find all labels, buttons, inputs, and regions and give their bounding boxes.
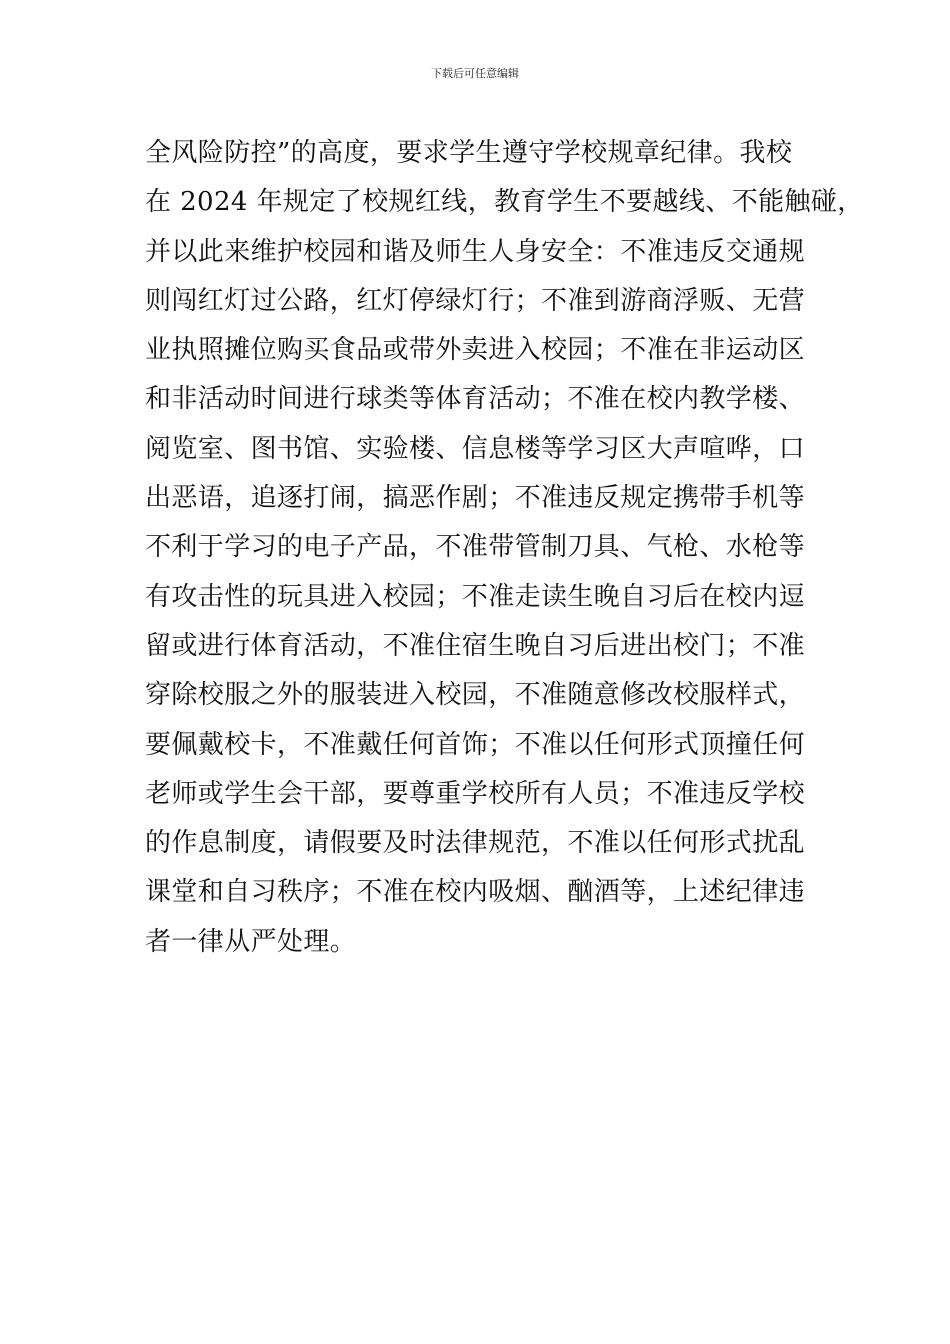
text-line: 老师或学生会干部，要尊重学校所有人员；不准违反学校 [145,778,806,809]
text-line: 阅览室、图书馆、实验楼、信息楼等学习区大声喧哗，口 [145,433,806,464]
text-line: 业执照摊位购买食品或带外卖进入校园；不准在非运动区 [145,335,806,366]
text-line: 出恶语，追逐打闹，搞恶作剧；不准违反规定携带手机等 [145,483,806,514]
page-header: 下载后可任意编辑 [431,67,519,80]
text-line: 有攻击性的玩具进入校园；不准走读生晚自习后在校内逗 [145,581,806,612]
text-line: 留或进行体育活动，不准住宿生晚自习后进出校门；不准 [145,630,806,661]
text-line: 的作息制度，请假要及时法律规范，不准以任何形式扰乱 [145,828,806,859]
text-line: 者一律从严处理。 [145,926,357,957]
text-line: 并以此来维护校园和谐及师生人身安全：不准违反交通规 [145,236,806,267]
text-line: 在 2024 年规定了校规红线，教育学生不要越线、不能触碰， [145,187,864,218]
text-line: 要佩戴校卡，不准戴任何首饰；不准以任何形式顶撞任何 [145,729,806,760]
text-line: 全风险防控”的高度，要求学生遵守学校规章纪律。我校 [145,138,793,168]
text-line: 则闯红灯过公路，红灯停绿灯行；不准到游商浮贩、无营 [145,285,806,316]
body-paragraph [145,129,864,967]
text-line: 穿除校服之外的服装进入校园，不准随意修改校服样式， [145,680,806,711]
text-line: 和非活动时间进行球类等体育活动；不准在校内教学楼、 [145,384,806,415]
text-line: 课堂和自习秩序；不准在校内吸烟、酗酒等，上述纪律违 [145,877,806,908]
text-line: 不利于学习的电子产品，不准带管制刀具、气枪、水枪等 [145,532,806,563]
